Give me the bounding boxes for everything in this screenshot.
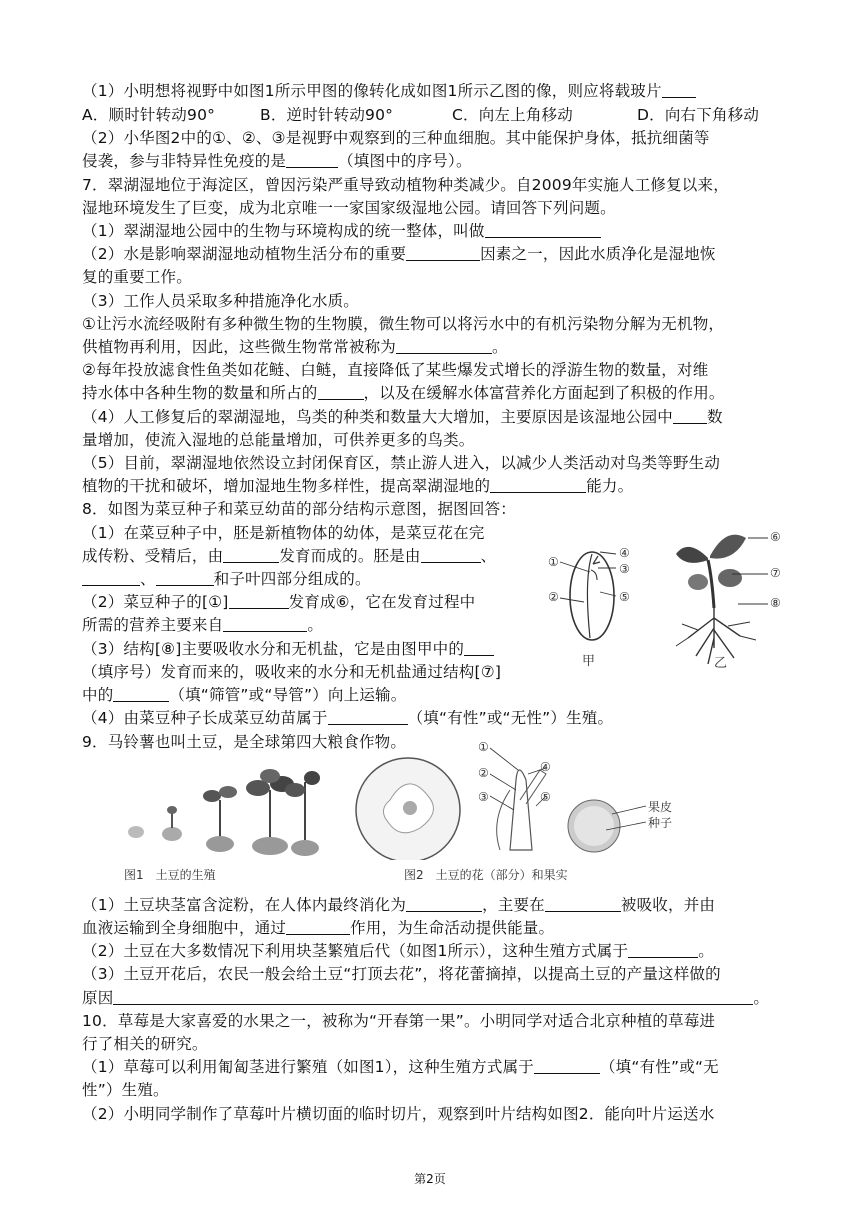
text-line: （5）目前，翠湖湿地依然设立封闭保育区，禁止游人进入，以减少人类活动对鸟类等野生动: [82, 454, 721, 472]
seedling-label: ⑧: [770, 596, 781, 610]
question-9-stem: 9．马铃薯也叫土豆，是全球第四大粮食作物。: [82, 733, 407, 751]
seed-label: ③: [619, 562, 630, 576]
figure-label-yi: 乙: [714, 656, 728, 671]
seedling-label: ⑥: [770, 530, 781, 544]
figure-label-jia: 甲: [582, 654, 596, 669]
text-line: 血液运输到全身细胞中，通过 作用，为生命活动提供能量。: [82, 919, 555, 937]
fruit-label: 果皮: [648, 800, 673, 814]
text-line: 供植物再利用，因此，这些微生物常常被称为 。: [82, 338, 508, 356]
seed-label: ①: [548, 555, 559, 569]
text-line: 中的 （填“筛管”或“导管”）向上运输。: [82, 686, 407, 704]
text-line: （1）翠湖湿地公园中的生物与环境构成的统一整体，叫做: [82, 220, 601, 242]
potato-fig2-caption: 图2 土豆的花（部分）和果实: [404, 868, 568, 882]
text-line: 湿地环境发生了巨变，成为北京唯一一家国家级湿地公园。请回答下列问题。: [82, 199, 616, 217]
seedling-label: ⑦: [770, 566, 781, 580]
question-10-stem: 10．草莓是大家喜爱的水果之一，被称为“开春第一果”。小明同学对适合北京种植的草莓进: [82, 1012, 716, 1030]
text-line: 所需的营养主要来自 。: [82, 616, 324, 634]
question-8-stem: 8．如图为菜豆种子和菜豆幼苗的部分结构示意图，据图回答：: [82, 500, 516, 518]
text-line: 植物的干扰和破坏，增加湿地生物多样性，提高翠湖湿地的 能力。: [82, 477, 634, 495]
option-c: C．向左上角移动: [452, 106, 573, 124]
text-line: ①让污水流经吸附有多种微生物的生物膜，微生物可以将污水中的有机污染物分解为无机物，: [82, 315, 725, 333]
text-line: （4）由菜豆种子长成菜豆幼苗属于 （填“有性”或“无性”）生殖。: [82, 709, 614, 727]
text-line: （2）菜豆种子的[①] 发育成⑥，它在发育过程中: [82, 593, 476, 611]
text-line: 行了相关的研究。: [82, 1035, 208, 1053]
page-number: 第2页: [414, 1172, 446, 1186]
flower-label: ③: [478, 790, 489, 804]
option-d: D．向右下角移动: [637, 106, 760, 124]
flower-label: ②: [478, 766, 489, 780]
text-line: （2）水是影响翠湖湿地动植物生活分布的重要 因素之一，因此水质净化是湿地恢: [82, 245, 716, 263]
text-line: （3）结构[⑧]主要吸收水分和无机盐，它是由图甲中的: [82, 638, 494, 660]
flower-label: ①: [478, 740, 489, 754]
text-line: （3）工作人员采取多种措施净化水质。: [82, 292, 359, 310]
text-line: （1）在菜豆种子中，胚是新植物体的幼体，是菜豆花在完: [82, 524, 485, 542]
text-line: （1）草莓可以利用匍匐茎进行繁殖（如图1），这种生殖方式属于 （填“有性”或“无: [82, 1058, 719, 1076]
text-line: 量增加，使流入湿地的总能量增加，可供养更多的鸟类。: [82, 431, 475, 449]
text-line: （2）小明同学制作了草莓叶片横切面的临时切片，观察到叶片结构如图2．能向叶片运送水: [82, 1105, 715, 1123]
text-line: （2）土豆在大多数情况下利用块茎繁殖后代（如图1所示），这种生殖方式属于 。: [82, 942, 714, 960]
text-line: （2）小华图2中的①、②、③是视野中观察到的三种血细胞。其中能保护身体，抵抗细菌等: [82, 129, 710, 147]
option-b: B．逆时针转动90°: [260, 106, 394, 124]
text-line: 、 和子叶四部分组成的。: [82, 568, 371, 590]
text-line: 性”）生殖。: [82, 1081, 169, 1099]
text-line: 复的重要工作。: [82, 268, 192, 286]
seed-label: ⑤: [619, 590, 630, 604]
text-line: ②每年投放滤食性鱼类如花鲢、白鲢，直接降低了某些爆发式增长的浮游生物的数量，对维: [82, 361, 709, 379]
text-line: 持水体中各种生物的数量和所占的 ，以及在缓解水体富营养化方面起到了积极的作用。: [82, 384, 725, 402]
flower-label: ④: [540, 760, 551, 774]
question-7-stem: 7．翠湖湿地位于海淀区，曾因污染严重导致动植物种类减少。自2009年实施人工修复以来，: [82, 176, 729, 194]
text-line: （填序号）发育而来的，吸收来的水分和无机盐通过结构[⑦]: [82, 663, 502, 681]
potato-reproduction-figure: [120, 760, 320, 860]
text-line: （1）土豆块茎富含淀粉，在人体内最终消化为 ，主要在 被吸收，并由: [82, 896, 716, 914]
potato-fig1-caption: 图1 土豆的生殖: [124, 868, 216, 882]
option-a: A．顺时针转动90°: [82, 106, 216, 124]
text-line: 原因 。: [82, 989, 770, 1007]
fruit-label: 种子: [648, 816, 673, 830]
text-line: （4）人工修复后的翠湖湿地，鸟类的种类和数量大大增加，主要原因是该湿地公园中 数: [82, 408, 723, 426]
seed-label: ④: [619, 546, 630, 560]
seed-label: ②: [548, 590, 559, 604]
text-line: （3）土豆开花后，农民一般会给土豆“打顶去花”，将花蕾摘掉，以提高土豆的产量这样做的: [82, 965, 721, 983]
text-line: （1）小明想将视野中如图1所示甲图的像转化成如图1所示乙图的像，则应将载玻片: [82, 80, 696, 102]
text-line: 侵袭，参与非特异性免疫的是 （填图中的序号）。: [82, 152, 472, 170]
flower-label: ⑤: [540, 790, 551, 804]
text-line: 成传粉、受精后，由 发育而成的。胚是由 、: [82, 547, 497, 565]
potato-flower-fruit-figure: [350, 740, 673, 860]
